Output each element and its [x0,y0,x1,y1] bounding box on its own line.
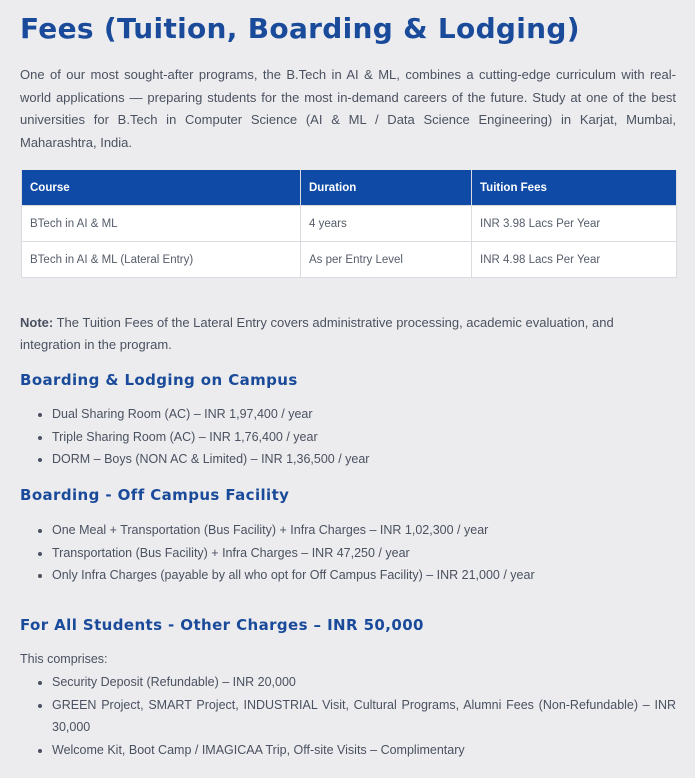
list-item: • GREEN Project, SMART Project, INDUSTRIAL Visit, Cultural Programs, Alumni Fees (Non-Refundable) – INR 30,000 [52,694,676,739]
header-course: Course [22,170,301,206]
other-charges-heading: For All Students - Other Charges – INR 50,000 [20,616,424,634]
list-item: • Security Deposit (Refundable) – INR 20,000 [52,671,676,694]
list-item: • Dual Sharing Room (AC) – INR 1,97,400 / year [52,403,676,426]
cell-duration: As per Entry Level [301,242,472,278]
list-item: • Transportation (Bus Facility) + Infra Charges – INR 47,250 / year [52,542,676,565]
list-item: • Only Infra Charges (payable by all who opt for Off Campus Facility) – INR 21,000 / year [52,564,676,587]
table-header-row [22,170,677,206]
note-text: The Tuition Fees of the Lateral Entry covers administrative processing, academic evaluation, and integration in the program. [20,315,614,352]
cell-tuition-fees: INR 4.98 Lacs Per Year [472,242,677,278]
header-tuition-fees: Tuition Fees [472,170,677,206]
cell-course: BTech in AI & ML (Lateral Entry) [22,242,301,278]
other-charges-list [20,671,676,761]
list-item: • DORM – Boys (NON AC & Limited) – INR 1,36,500 / year [52,448,676,471]
table-row [22,206,677,242]
page-title: Fees (Tuition, Boarding & Lodging) [20,12,580,45]
header-duration: Duration [301,170,472,206]
other-charges-intro: This comprises: [20,652,108,666]
list-item: • One Meal + Transportation (Bus Facility) + Infra Charges – INR 1,02,300 / year [52,519,676,542]
note-paragraph [20,312,676,355]
boarding-on-campus-list [20,403,676,471]
table-row [22,242,677,278]
boarding-off-campus-list [20,519,676,587]
note-label: Note: [20,315,54,330]
cell-duration: 4 years [301,206,472,242]
cell-course: BTech in AI & ML [22,206,301,242]
boarding-on-campus-heading: Boarding & Lodging on Campus [20,371,298,389]
boarding-off-campus-heading: Boarding - Off Campus Facility [20,486,290,504]
intro-paragraph: One of our most sought-after programs, the B.Tech in AI & ML, combines a cutting-edge curriculum with real-world applications — preparing students for the most in-demand careers of the future. Study at one of the best universities for B.Tech in Computer Science (AI & ML / Data Science Engineering) in Karjat, Mumbai, Maharashtra, India. [20,67,676,150]
list-item: • Welcome Kit, Boot Camp / IMAGICAA Trip, Off-site Visits – Complimentary [52,739,676,762]
cell-tuition-fees: INR 3.98 Lacs Per Year [472,206,677,242]
list-item: • Triple Sharing Room (AC) – INR 1,76,400 / year [52,426,676,449]
fees-table [21,170,677,278]
